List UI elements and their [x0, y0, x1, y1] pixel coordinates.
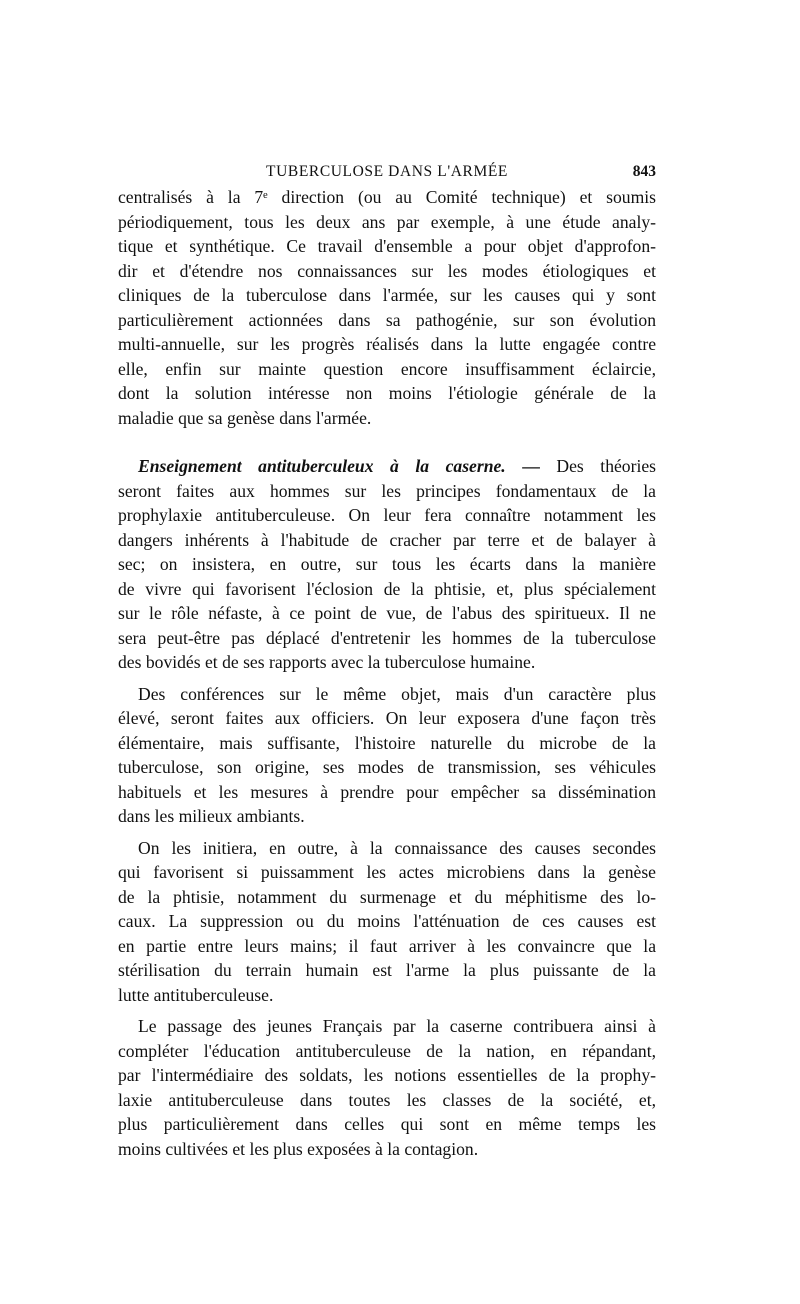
- section-first-line-text: Des théories: [556, 456, 656, 476]
- text-line: elle, enfin sur mainte question encore insuffisamment éclaircie,: [118, 358, 656, 379]
- text-line: seront faites aux hommes sur les principes fondamentaux de la: [118, 480, 656, 501]
- text-line: des bovidés et de ses rapports avec la tuberculose humaine.: [118, 652, 536, 672]
- section-heading: Enseignement antituberculeux à la caserne.: [138, 456, 506, 476]
- text-line: On les initiera, en outre, à la connaissance des causes secondes: [138, 837, 656, 858]
- text-line: multi-annuelle, sur les progrès réalisés dans la lutte engagée contre: [118, 334, 656, 354]
- text-line: dir et d'étendre nos connaissances sur les modes étiologiques et: [118, 260, 656, 281]
- text-line: en partie entre leurs mains; il faut arriver à les convaincre que la: [118, 935, 656, 956]
- section-first-line: [118, 454, 656, 479]
- text-line: compléter l'éducation antituberculeuse de la nation, en répandant,: [118, 1040, 656, 1061]
- text-line: de vivre qui favorisent l'éclosion de la phtisie, et, plus spécialement: [118, 578, 656, 599]
- text-line: laxie antituberculeuse dans toutes les classes de la société, et,: [118, 1089, 656, 1110]
- text-line: habituels et les mesures à prendre pour empêcher sa dissémination: [118, 781, 656, 802]
- text-line: Des conférences sur le même objet, mais d'un caractère plus: [138, 683, 656, 704]
- paragraph-1: [118, 185, 656, 430]
- text-line: lutte antituberculeuse.: [118, 984, 274, 1005]
- text-line: dans les milieux ambiants.: [118, 806, 305, 826]
- text-line: particulièrement actionnées dans sa pathogénie, sur son évolution: [118, 309, 656, 330]
- text-line: sec; on insistera, en outre, sur tous les écarts dans la manière: [118, 554, 656, 574]
- text-line: tuberculose, son origine, ses modes de transmission, ses véhicules: [118, 757, 656, 777]
- text-line: tique et synthétique. Ce travail d'ensemble a pour objet d'approfon-: [118, 236, 656, 256]
- paragraph-conferences: [118, 682, 656, 829]
- section-paragraph: [118, 454, 656, 675]
- text-line: sera peut-être pas déplacé d'entretenir les hommes de la tuberculose: [118, 627, 656, 648]
- text-line: caux. La suppression ou du moins l'atténuation de ces causes est: [118, 911, 656, 931]
- text-line: qui favorisent si puissamment les actes microbiens dans la genèse: [118, 862, 656, 882]
- running-head: [118, 160, 656, 184]
- em-dash: —: [522, 456, 540, 476]
- paragraph-caserne: [118, 1014, 656, 1161]
- running-title: TUBERCULOSE DANS L'ARMÉE: [266, 163, 508, 180]
- text-line: maladie que sa genèse dans l'armée.: [118, 407, 372, 428]
- text-line: sur le rôle néfaste, à ce point de vue, de l'abus des spiritueux. Il ne: [118, 603, 656, 623]
- text-line: centralisés à la 7ᵉ direction (ou au Comité technique) et soumis: [118, 187, 656, 207]
- text-line: par l'intermédiaire des soldats, les notions essentielles de la prophy-: [118, 1065, 656, 1085]
- page-number: 843: [632, 163, 656, 180]
- body-text: [118, 185, 656, 1161]
- text-line: périodiquement, tous les deux ans par exemple, à une étude analy-: [118, 211, 656, 232]
- text-line: dangers inhérents à l'habitude de cracher par terre et de balayer à: [118, 529, 656, 550]
- text-line: moins cultivées et les plus exposées à la contagion.: [118, 1138, 479, 1159]
- text-line: cliniques de la tuberculose dans l'armée, sur les causes qui y sont: [118, 285, 656, 305]
- text-line: dont la solution intéresse non moins l'étiologie générale de la: [118, 383, 656, 403]
- text-line: élémentaire, mais suffisante, l'histoire naturelle du microbe de la: [118, 732, 656, 753]
- text-line: élevé, seront faites aux officiers. On leur exposera d'une façon très: [118, 708, 656, 728]
- text-line: stérilisation du terrain humain est l'arme la plus puissante de la: [118, 960, 656, 980]
- text-line: plus particulièrement dans celles qui sont en même temps les: [118, 1114, 656, 1134]
- paragraph-initiation: [118, 836, 656, 1008]
- text-line: prophylaxie antituberculeuse. On leur fera connaître notamment les: [118, 505, 656, 525]
- text-line: de la phtisie, notamment du surmenage et du méphitisme des lo-: [118, 886, 656, 907]
- text-line: Le passage des jeunes Français par la caserne contribuera ainsi à: [138, 1016, 656, 1036]
